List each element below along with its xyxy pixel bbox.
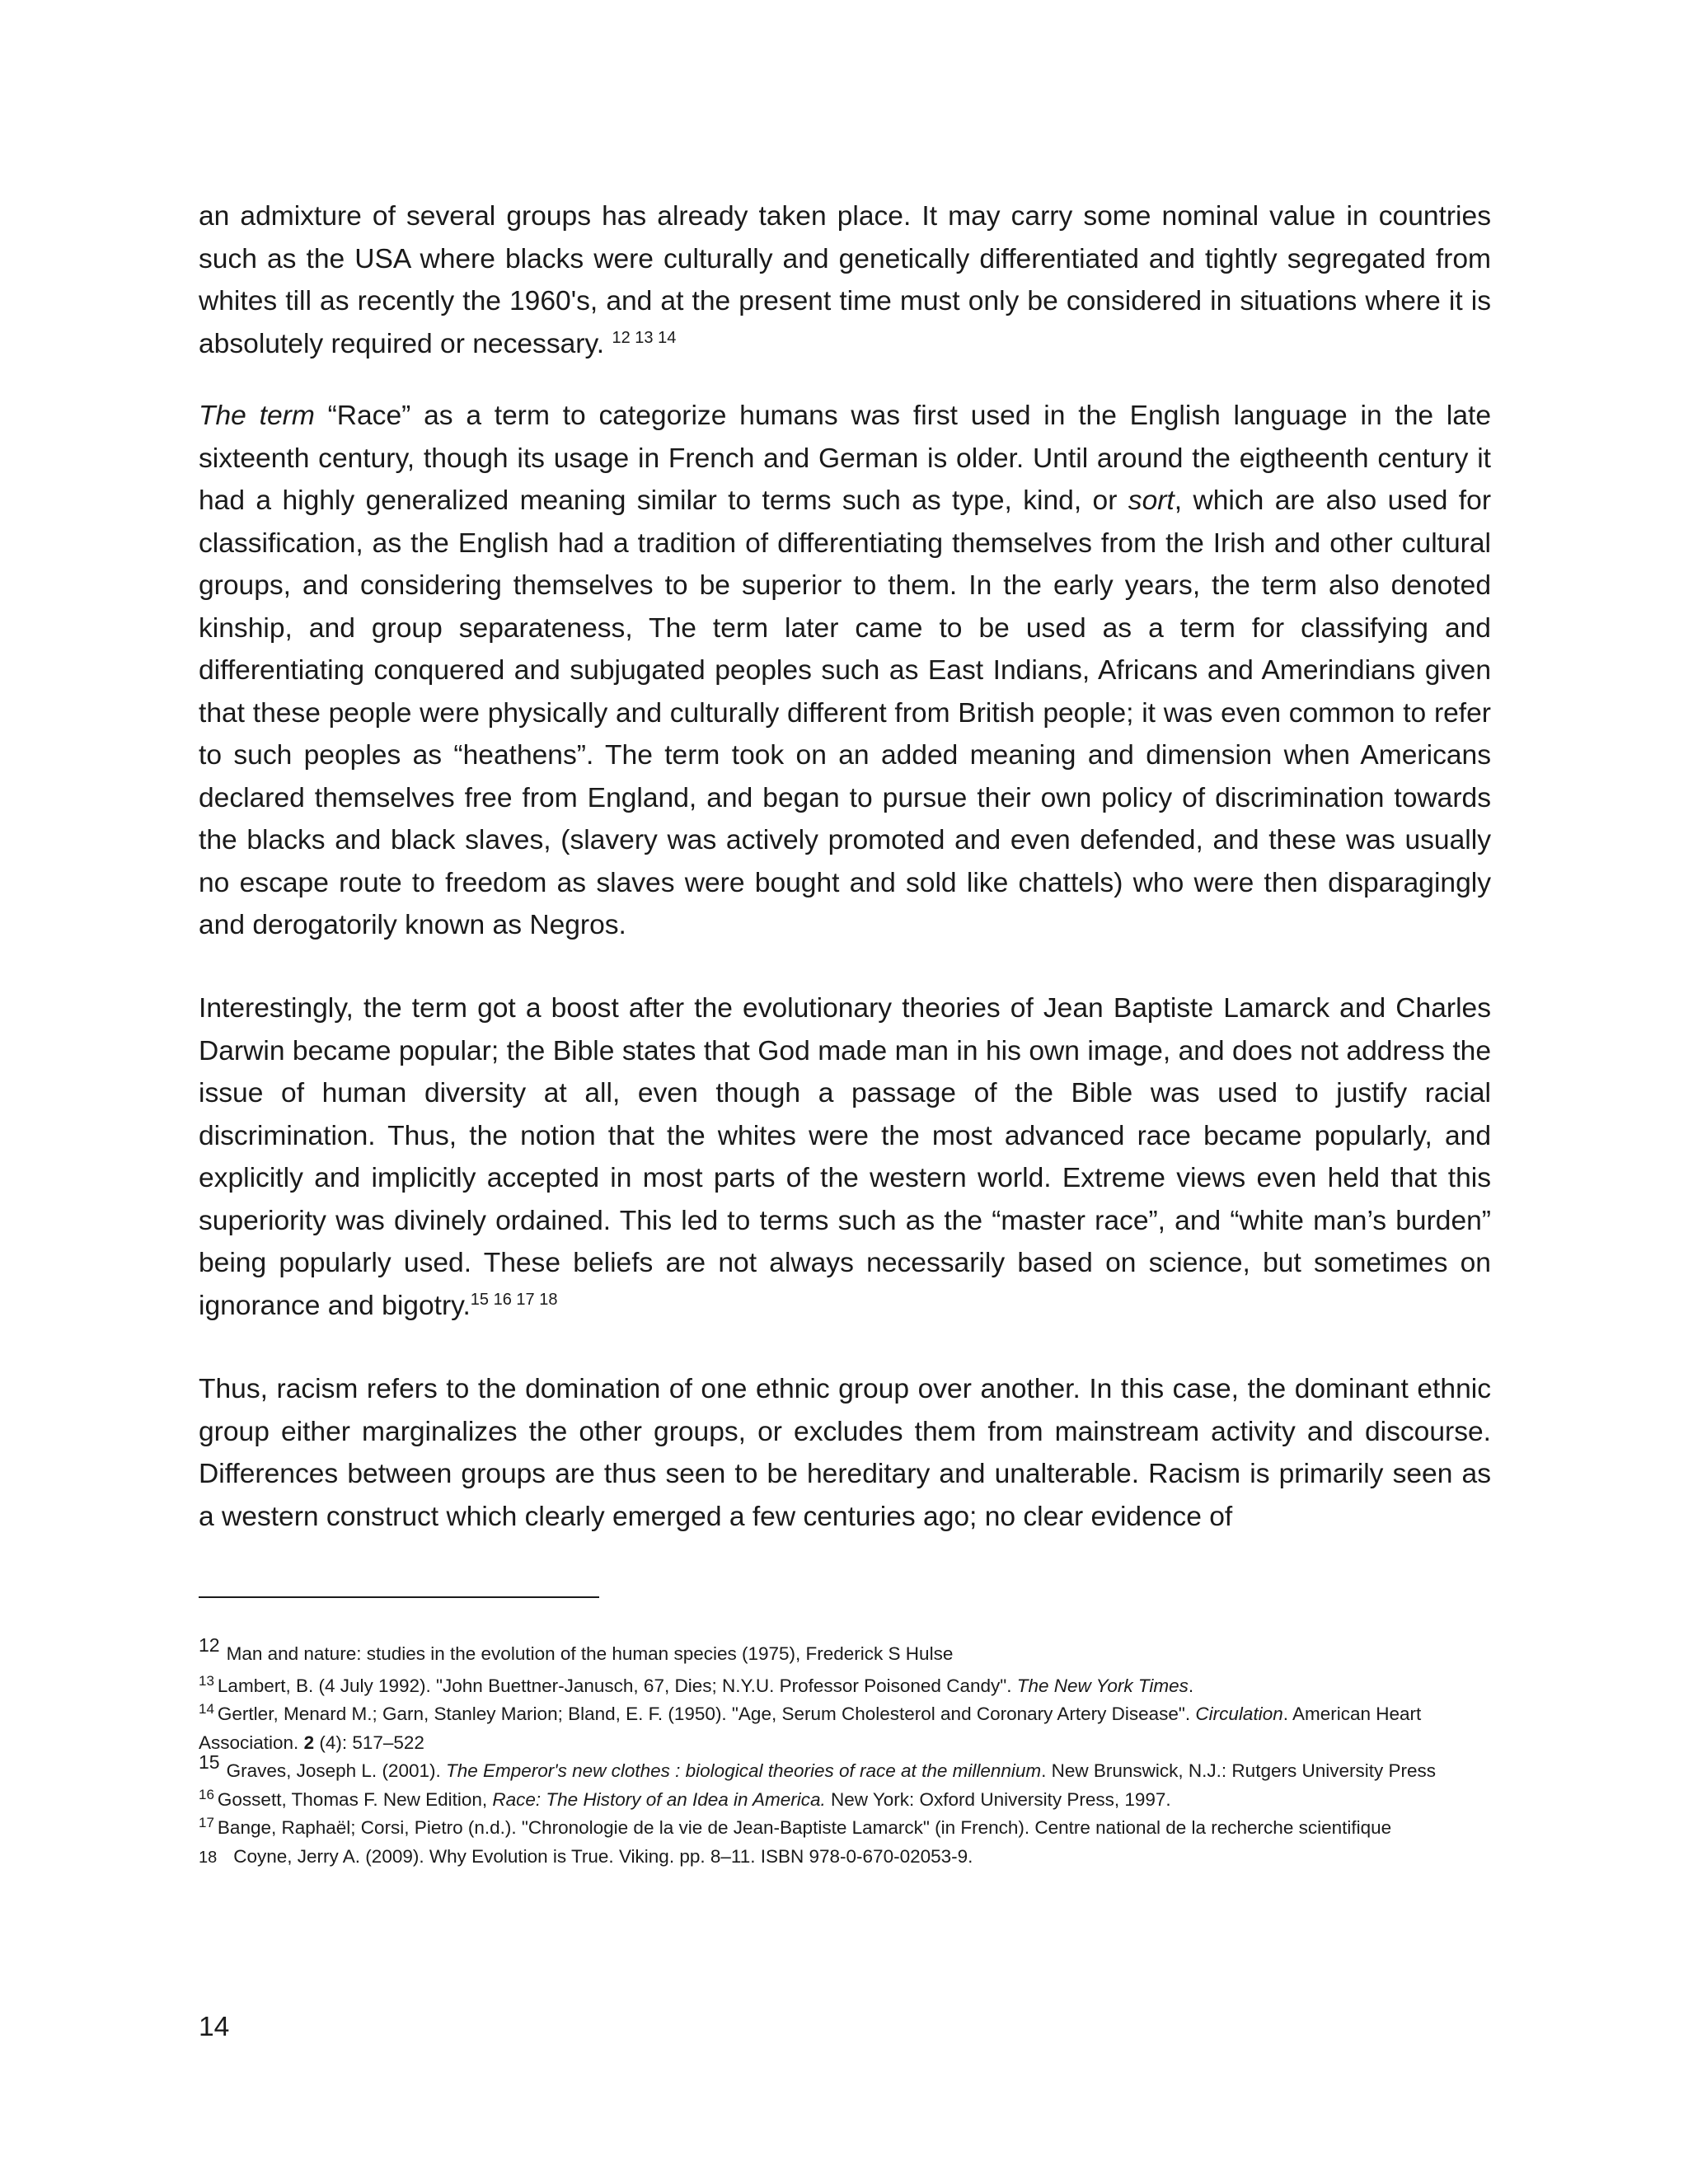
footnote-14 [199,1700,1497,1757]
footnote-refs: 15 16 17 18 [470,1290,558,1309]
footnote-number: 14 [199,1701,214,1717]
paragraph-admixture [199,195,1491,365]
footnote-text: Gossett, Thomas F. New Edition, [217,1788,493,1810]
footnote-text: (4): 517–522 [314,1732,424,1753]
italic-word-sort: sort [1128,485,1175,516]
footnote-text: . [1188,1675,1194,1696]
footnote-number: 13 [199,1672,214,1689]
footnote-text: Man and nature: studies in the evolution of the human species (1975), Frederick S Hulse [226,1643,954,1664]
footnote-15 [199,1751,1497,1786]
footnote-13 [199,1672,1497,1701]
footnote-16 [199,1786,1497,1815]
footnote-refs: 12 13 14 [612,328,677,347]
footnote-bold: 2 [303,1732,315,1753]
footnote-text: Graves, Joseph L. (2001). [226,1760,446,1781]
footnote-italic: The New York Times [1016,1675,1189,1696]
footnote-number: 15 [199,1751,220,1773]
footnote-text: New York: Oxford University Press, 1997. [825,1788,1171,1810]
footnote-text: Coyne, Jerry A. (2009). Why Evolution is True. Viking. pp. 8–11. ISBN 978-0-670-02053-9. [233,1845,973,1867]
paragraph-interestingly [199,987,1491,1327]
footnote-number: 12 [199,1634,220,1656]
paragraph-text: Thus, racism refers to the domination of one ethnic group over another. In this case, the dominant ethnic group either marginalizes the other groups, or excludes them from mainstream activity and discourse. Differences between groups are thus seen to be hereditary and unalterable. Racism is primarily seen as a western construct which clearly emerged a few centuries ago; no clear evidence of [199,1374,1491,1532]
paragraph-the-term [199,395,1491,947]
footnote-separator [199,1596,599,1598]
footnotes [199,1634,1497,1871]
footnote-text: . American Heart Association. [199,1704,1422,1753]
footnote-18 [199,1843,1497,1872]
paragraph-text: Interestingly, the term got a boost after the evolutionary theories of Jean Baptiste Lamarck and Charles Darwin became popular; the Bible states that God made man in his own image, and does not address the issue of human diversity at all, even though a passage of the Bible was used to justify racial discrimination. Thus, the notion that the whites were the most advanced race became popularly, and explicitly and implicitly accepted in most parts of the western world. Extreme views even held that this superiority was divinely ordained. This led to terms such as the “master race”, and “white man’s burden” being popularly used. These beliefs are not always necessarily based on science, but sometimes on ignorance and bigotry. [199,993,1491,1321]
paragraph-racism [199,1368,1491,1538]
footnote-number: 18 [199,1848,218,1867]
paragraph-text: an admixture of several groups has already taken place. It may carry some nominal value in countries such as the USA where blacks were culturally and genetically differentiated and tightly segregated from whites till as recently the 1960's, and at the present time must only be considered in situations where it is absolutely required or necessary. [199,201,1491,359]
footnote-italic: Circulation [1195,1704,1283,1724]
paragraph-text: , which are also used for classification, as the English had a tradition of differentiating themselves from the Irish and other cultural groups, and considering themselves to be superior to them. In the early years, the term also denoted kinship, and group separateness, The term later came to be used as a term for classifying and differentiating conquered and subjugated peoples such as East Indians, Africans and Amerindians given that these people were physically and culturally different from British people; it was even common to refer to such peoples as “heathens”. The term took on an added meaning and dimension when Americans declared themselves free from England, and began to pursue their own policy of discrimination towards the blacks and black slaves, (slavery was actively promoted and even defended, and these was usually no escape route to freedom as slaves were bought and sold like chattels) who were then disparagingly and derogatorily known as Negros. [199,485,1491,940]
footnote-17 [199,1814,1497,1843]
page-number: 14 [199,2012,230,2042]
paragraph-text: “Race” as a term to categorize humans was first used in the English language in the late sixteenth century, though its usage in French and German is older. Until around the eigtheenth century it had a highly generalized meaning similar to terms such as type, kind, or [199,401,1491,516]
footnote-italic: The Emperor's new clothes : biological theories of race at the millennium [445,1760,1042,1781]
footnote-text: Bange, Raphaël; Corsi, Pietro (n.d.). "Chronologie de la vie de Jean-Baptiste Lamarck" (in French). Centre national de la recherche scientifique [217,1817,1392,1838]
footnote-number: 16 [199,1786,214,1802]
footnote-text: Lambert, B. (4 July 1992). "John Buettner-Janusch, 67, Dies; N.Y.U. Professor Poisoned Candy". [217,1675,1017,1696]
footnote-text: Gertler, Menard M.; Garn, Stanley Marion; Bland, E. F. (1950). "Age, Serum Cholesterol and Coronary Artery Disease". [217,1704,1196,1724]
paragraph-lead-italic: The term [199,401,315,431]
footnote-italic: Race: The History of an Idea in America. [492,1788,826,1810]
footnote-text: . New Brunswick, N.J.: Rutgers University Press [1041,1760,1437,1781]
footnote-12 [199,1634,1497,1669]
footnote-number: 17 [199,1815,214,1830]
